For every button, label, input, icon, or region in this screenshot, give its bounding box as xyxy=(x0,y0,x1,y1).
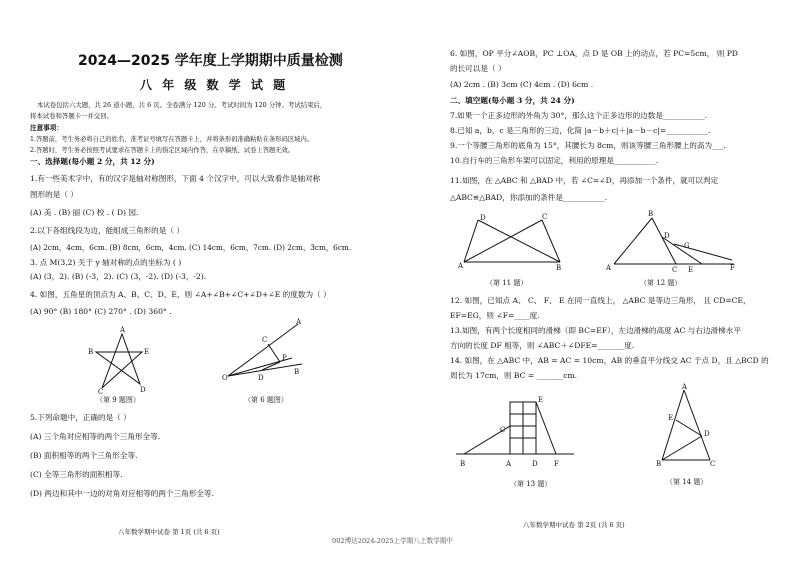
right-footer: 八年数学期中试卷 第 2页 (共 6 页) xyxy=(523,521,625,529)
svg-text:C: C xyxy=(98,388,104,396)
svg-text:D: D xyxy=(704,430,710,438)
question-5: 5.下列命题中，正确的是（ ） xyxy=(30,413,131,422)
question-5-option-d: (D) 两边和其中一边的对角对应相等的两个三角形全等. xyxy=(30,489,214,498)
page-title: 2024—2025 学年度上学期期中质量检测 xyxy=(78,53,343,69)
svg-text:C: C xyxy=(542,213,548,221)
bottom-caption: 002博达2024-2025上学期八上数学期中 xyxy=(332,537,453,545)
section-fill-heading: 二、填空题(每小题 3 分，共 24 分) xyxy=(450,96,575,105)
section-choice-heading: 一、选择题(每小题 2 分，共 12 分) xyxy=(30,157,155,166)
svg-text:B: B xyxy=(656,460,662,468)
question-8: 8.已知 a，b，c 是三角形的三边，化简 |a－b＋c|＋|a－b－c|=___________. xyxy=(450,126,711,135)
svg-text:D: D xyxy=(664,232,670,240)
question-5-option-b: (B) 面积相等的两个三角形全等. xyxy=(30,451,138,460)
notice-2: 2.答题时，考生务必按照考试要求在答题卡上的指定区域内作答，在草稿纸、试卷上答题无效。 xyxy=(30,147,295,154)
question-11-cont: △ABC≌△BAD，你添加的条件是___________. xyxy=(450,193,608,202)
question-6-cont: 的长可以是（ ） xyxy=(450,64,506,73)
svg-text:E: E xyxy=(688,266,694,274)
svg-text:C: C xyxy=(262,336,268,344)
svg-text:D: D xyxy=(258,374,264,382)
svg-text:E: E xyxy=(538,396,544,404)
svg-text:B: B xyxy=(294,368,300,376)
question-6: 6. 如图，OP 平分∠AOB，PC ⊥OA，点 D 是 OB 上的动点，若 PC=5cm， 则 PD xyxy=(450,49,738,58)
angle-bisector-figure xyxy=(222,320,304,384)
question-2: 2.以下各组线段为边，能组成三角形的是（ ） xyxy=(30,226,184,235)
figure-14-caption: （第 14 题） xyxy=(666,478,708,486)
svg-text:A: A xyxy=(606,264,612,272)
question-1-cont: 图形的是（ ） xyxy=(30,190,78,199)
question-14: 14. 如图，在 △ABC 中，AB = AC = 10cm，AB 的垂直平分线交 AC 于点 D，且 △BCD 的 xyxy=(450,356,769,365)
question-10: 10.自行车的三角形车架可以固定，利用的原理是___________. xyxy=(450,156,659,165)
question-13-cont: 方向的长度 DF 相等，则 ∠ABC＋∠DFE=_______度. xyxy=(450,341,635,350)
question-14-cont: 周长为 17cm，则 BC = _______cm. xyxy=(450,371,578,380)
figure-12 xyxy=(606,210,742,272)
svg-text:A: A xyxy=(296,318,302,326)
figure-14 xyxy=(656,384,720,468)
figure-13 xyxy=(456,394,576,470)
question-2-options: (A) 2cm，4cm，6cm. (B) 8cm，6cm，4cm. (C) 14cm，6cm，7cm. (D) 2cm，3cm，6cm. xyxy=(30,243,352,252)
left-footer: 八年数学期中试卷 第 1页 (共 6 页) xyxy=(118,528,220,536)
page-subtitle: 八 年 级 数 学 试 题 xyxy=(140,78,289,92)
svg-text:B: B xyxy=(648,210,654,218)
svg-text:D: D xyxy=(140,386,146,394)
svg-text:D: D xyxy=(480,214,486,222)
question-6-options: (A) 2cm . (B) 3cm (C) 4cm . (D) 6cm . xyxy=(450,80,594,89)
svg-text:E: E xyxy=(144,348,150,356)
figure-6-caption: （第 6 题图） xyxy=(244,396,288,404)
svg-text:A: A xyxy=(682,383,688,391)
svg-text:C: C xyxy=(710,460,716,468)
question-11: 11.如图，在 △ABC 和 △BAD 中，若 ∠C=∠D，再添加一个条件，就可以判定 xyxy=(450,176,719,185)
question-9: 9.一个等腰三角形的底角为 15°，其腰长为 8cm，则该等腰三角形腰上的高为___. xyxy=(450,141,726,150)
svg-text:F: F xyxy=(730,264,735,272)
notice-heading: 注意事项： xyxy=(30,124,63,132)
question-13: 13.如图，有两个长度相同的滑梯（即 BC=EF），左边滑梯的高度 AC 与右边滑梯水平 xyxy=(450,326,741,335)
star-figure xyxy=(88,326,150,396)
intro-line-1: 本试卷包括六大题，共 26 道小题，共 6 页。全卷满分 120 分。考试时间为 120 分钟。考试结束后， xyxy=(37,101,327,109)
figure-12-caption: （第 12 题） xyxy=(640,279,682,287)
figure-13-caption: （第 13 题） xyxy=(510,480,552,488)
question-7: 7.如果一个正多边形的外角为 30°，那么这个正多边形的边数是___________. xyxy=(450,111,708,120)
svg-text:B: B xyxy=(88,348,94,356)
svg-text:C: C xyxy=(672,266,678,274)
svg-text:F: F xyxy=(554,460,559,468)
svg-text:G: G xyxy=(684,242,690,250)
svg-text:P: P xyxy=(282,354,287,362)
svg-text:B: B xyxy=(556,264,562,272)
svg-text:A: A xyxy=(506,460,512,468)
svg-text:C: C xyxy=(500,426,506,434)
figure-11 xyxy=(458,212,568,270)
question-12-cont: EF=EG，则 ∠F=____度. xyxy=(450,311,540,320)
question-1-options: (A) 美 . (B) 丽 (C) 校 . ( D) 园. xyxy=(30,208,139,217)
question-12: 12. 如图，已知点 A、 C、 F、 E 在同一直线上， △ABC 是等边三角形， 且 CD=CE， xyxy=(450,296,751,305)
figure-9-caption: （第 9 题图） xyxy=(96,396,140,404)
figure-11-caption: （第 11 题） xyxy=(486,279,528,287)
question-4: 4. 如图，五角星的顶点为 A、B、C、D、E，则 ∠A+∠B+∠C+∠D+∠E 的度数为（ ） xyxy=(30,290,331,299)
svg-text:O: O xyxy=(222,374,228,382)
svg-text:A: A xyxy=(120,326,126,334)
svg-text:D: D xyxy=(532,460,538,468)
question-4-options: (A) 90° (B) 180° (C) 270° . (D) 360° . xyxy=(30,307,172,316)
svg-text:B: B xyxy=(460,460,466,468)
svg-text:E: E xyxy=(668,414,674,422)
svg-text:A: A xyxy=(458,262,464,270)
question-1: 1.有一些美术字中，有的汉字是轴对称图形，下面 4 个汉字中，可以大致看作是轴对称 xyxy=(30,174,321,183)
question-5-option-a: (A) 三个角对应相等的两个三角形全等. xyxy=(30,432,161,441)
notice-1: 1.答题前，考生务必将自己的姓名、准考证号填写在答题卡上，并将条形码准确粘贴在条形码区域内。 xyxy=(30,136,314,143)
question-5-option-c: (C) 全等三角形的面积相等. xyxy=(30,470,123,479)
question-3: 3. 点 M(3,2) 关于 y 轴对称的点的坐标为 ( ) xyxy=(30,258,182,267)
question-3-options: (A) (3，2). (B) (-3，2). (C) (3，-2). (D) (-3，-2). xyxy=(30,272,207,281)
intro-line-2: 将本试卷和答题卡一并交回。 xyxy=(30,112,114,120)
